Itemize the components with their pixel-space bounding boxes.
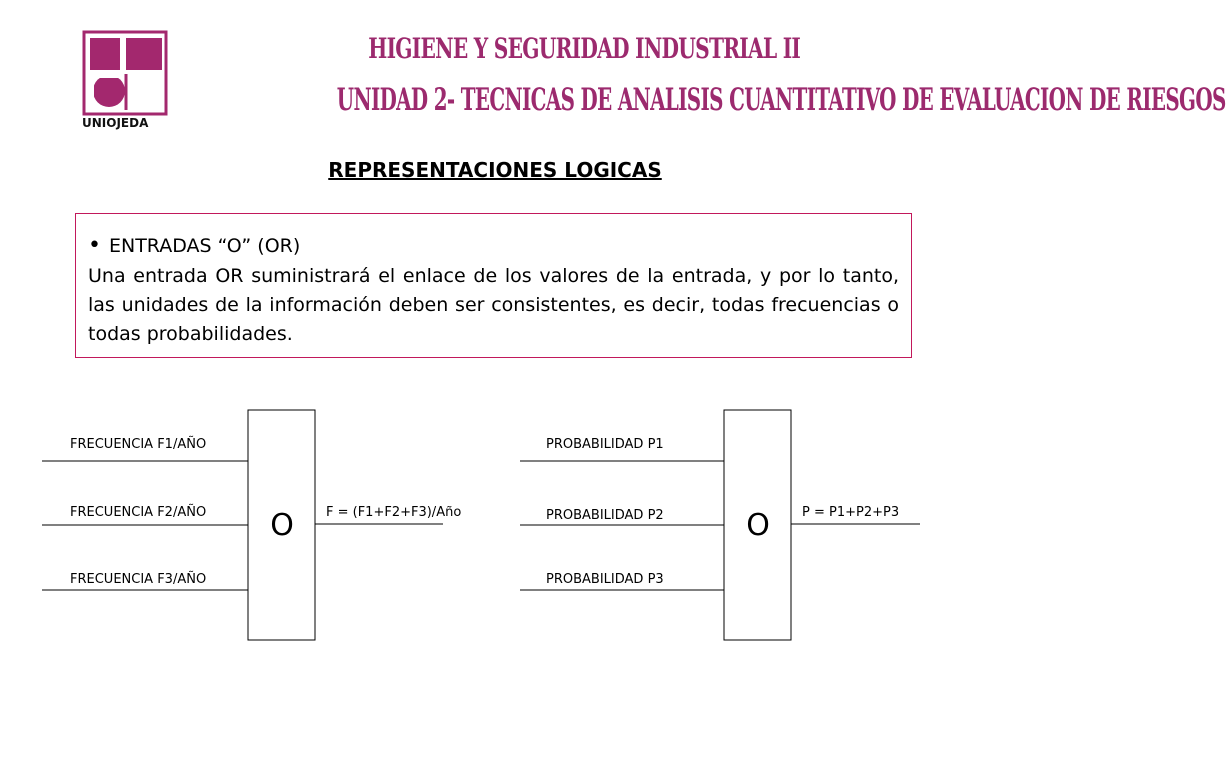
input-label-1: FRECUENCIA F1/AÑO xyxy=(70,437,207,452)
definition-paragraph: Una entrada OR suministrará el enlace de los valores de la entrada, y por lo tanto, las unidades de la información deben ser consistentes, es decir, todas frecuencias o todas probabilidades. xyxy=(88,265,899,345)
or-gate-diagram-probability xyxy=(520,410,920,640)
bullet-icon: • xyxy=(88,233,101,258)
course-title: HIGIENE Y SEGURIDAD INDUSTRIAL II xyxy=(368,32,801,65)
input-label-3: FRECUENCIA F3/AÑO xyxy=(70,572,207,587)
unit-title: UNIDAD 2- TECNICAS DE ANALISIS CUANTITATIVO DE EVALUACION DE RIESGOS xyxy=(336,82,1226,118)
input-label-1: PROBABILIDAD P1 xyxy=(546,437,664,452)
output-label: P = P1+P2+P3 xyxy=(802,505,900,520)
gate-symbol: O xyxy=(746,508,770,543)
logo-text: UNIOJEDA xyxy=(82,116,149,130)
bullet-text: ENTRADAS “O” (OR) xyxy=(108,235,301,257)
input-label-2: FRECUENCIA F2/AÑO xyxy=(70,505,207,520)
or-gate-diagram-frequency xyxy=(42,410,461,640)
output-label: F = (F1+F2+F3)/Año xyxy=(326,505,462,520)
gate-symbol: O xyxy=(270,508,294,543)
input-label-3: PROBABILIDAD P3 xyxy=(546,572,664,587)
section-title: REPRESENTACIONES LOGICAS xyxy=(328,158,662,182)
input-label-2: PROBABILIDAD P2 xyxy=(546,508,664,523)
